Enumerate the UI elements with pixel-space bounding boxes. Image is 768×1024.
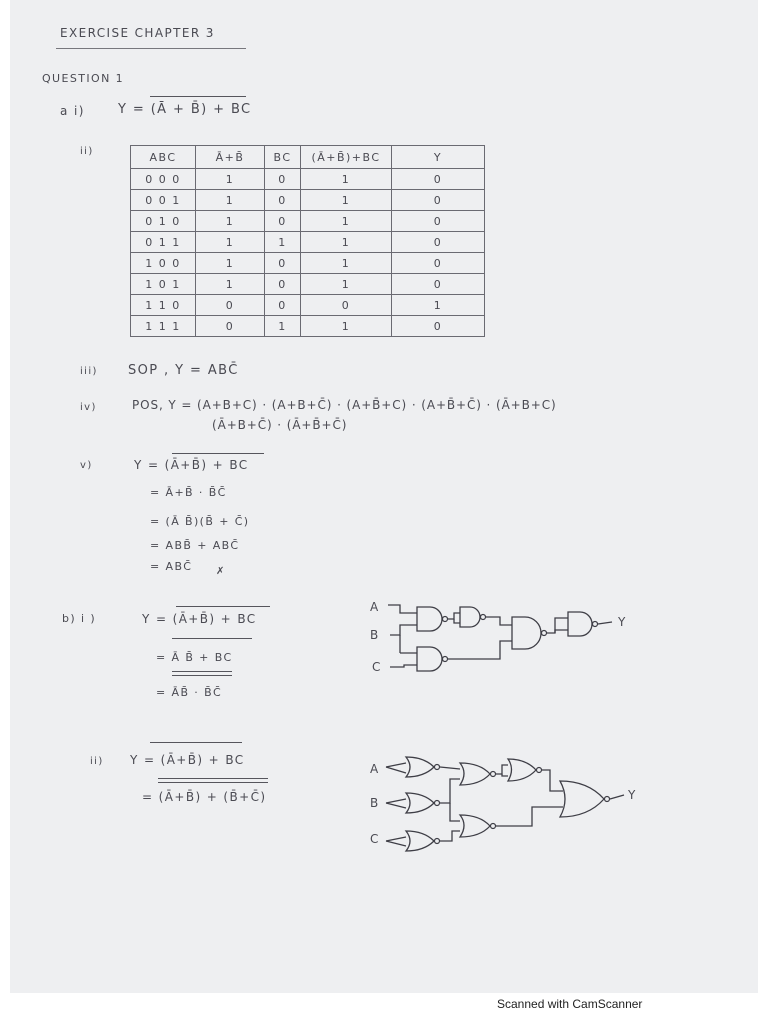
cell: 0 [392, 253, 485, 274]
cell: 1 [196, 169, 265, 190]
cell: 0 [392, 232, 485, 253]
cell: 1 [265, 316, 301, 337]
input-c-label: C [372, 660, 381, 674]
table-row [131, 253, 485, 274]
cell: 1 0 1 [131, 274, 196, 295]
cell: 1 [265, 232, 301, 253]
header-y: Y [392, 146, 485, 169]
part-b-ii-label: ii) [90, 756, 104, 767]
table-row [131, 295, 485, 316]
question-heading: QUESTION 1 [42, 72, 124, 85]
nor-gate-2 [406, 793, 440, 813]
nor-gate-4 [460, 763, 496, 785]
page-title: EXERCISE CHAPTER 3 [60, 26, 215, 40]
part-a-iv-expression-1: POS, Y = (A+B+C) · (A+B+C̄) · (A+B̄+C) · (A+B̄+C̄) · (Ā+B+C) [132, 398, 557, 412]
part-a-iv-label: iv) [80, 402, 97, 413]
cell: 0 [392, 316, 485, 337]
cell: 0 [392, 274, 485, 295]
part-a-v-step-4: = ABB̄ + ABC̄ [150, 539, 240, 552]
part-b-i-label: b) i ) [62, 612, 97, 625]
cell: 0 1 1 [131, 232, 196, 253]
cell: 1 [301, 274, 392, 295]
nor-gate-5 [508, 759, 542, 781]
cell: 0 [265, 253, 301, 274]
input-b-label-2: B [370, 796, 379, 810]
nand-gate-2 [460, 607, 486, 627]
nor-gate-7 [560, 781, 610, 817]
part-a-v-label: v) [80, 460, 93, 471]
nand-gate-4 [512, 617, 547, 649]
header-abc: ABC [131, 146, 196, 169]
part-a-v-step-2: = Ā+B̄ · B̄C̄ [150, 486, 227, 499]
title-underline [56, 48, 246, 49]
table-row [131, 232, 485, 253]
part-b-ii-step-2: = (Ā+B̄) + (B̄+C̄) [142, 790, 267, 804]
part-b-i-step-3: = ĀB̄ · B̄C̄ [156, 686, 223, 699]
cell: 1 [196, 253, 265, 274]
cell: 1 [196, 232, 265, 253]
cell: 0 [196, 316, 265, 337]
cell: 0 0 1 [131, 190, 196, 211]
part-b-i-step-1: Y = (Ā+B̄) + BC [142, 612, 257, 626]
cell: 0 0 0 [131, 169, 196, 190]
nand-circuit-diagram [360, 595, 660, 685]
cell: 1 [301, 253, 392, 274]
part-b-ii-step-1: Y = (Ā+B̄) + BC [130, 753, 245, 767]
output-y-label-2: Y [628, 788, 636, 802]
header-bc: BC [265, 146, 301, 169]
header-expression: (Ā+B̄)+BC [301, 146, 392, 169]
input-a-label-2: A [370, 762, 379, 776]
part-a-v-mark: ✗ [216, 566, 226, 577]
table-row [131, 274, 485, 295]
nor-gate-3 [406, 831, 440, 851]
part-a-iii-label: iii) [80, 366, 98, 377]
table-row [131, 190, 485, 211]
cell: 1 [301, 232, 392, 253]
cell: 0 [196, 295, 265, 316]
nor-gate-1 [406, 757, 440, 777]
table-row [131, 169, 485, 190]
truth-table-header [131, 146, 485, 169]
cell: 0 [301, 295, 392, 316]
cell: 0 [265, 211, 301, 232]
cell: 1 [196, 190, 265, 211]
part-a-v-step-1: Y = (Ā+B̄) + BC [134, 458, 249, 472]
part-a-v-step-3: = (Ā B̄)(B̄ + C̄) [150, 515, 250, 528]
cell: 1 [196, 274, 265, 295]
nand-gate-5 [568, 612, 598, 636]
cell: 1 [392, 295, 485, 316]
scanner-watermark: Scanned with CamScanner [497, 997, 643, 1011]
cell: 1 1 0 [131, 295, 196, 316]
cell: 0 [392, 169, 485, 190]
input-a-label: A [370, 600, 379, 614]
table-row [131, 211, 485, 232]
nand-gate-1 [417, 607, 448, 631]
table-row [131, 316, 485, 337]
cell: 1 [301, 190, 392, 211]
part-a-iv-expression-2: (Ā+B+C̄) · (Ā+B̄+C̄) [212, 418, 348, 432]
input-c-label-2: C [370, 832, 379, 846]
cell: 1 0 0 [131, 253, 196, 274]
cell: 1 1 1 [131, 316, 196, 337]
output-y-label: Y [618, 615, 626, 629]
part-a-i-label: a i) [60, 104, 85, 118]
nor-gate-6 [460, 815, 496, 837]
cell: 0 1 0 [131, 211, 196, 232]
part-a-v-step-5: = ABC̄ [150, 560, 193, 573]
part-a-i-expression: Y = (Ā + B̄) + BC [118, 102, 252, 117]
cell: 0 [265, 274, 301, 295]
cell: 0 [265, 190, 301, 211]
truth-table [130, 145, 485, 337]
input-b-label: B [370, 628, 379, 642]
cell: 1 [301, 211, 392, 232]
cell: 1 [301, 316, 392, 337]
cell: 1 [196, 211, 265, 232]
cell: 0 [392, 190, 485, 211]
part-a-ii-label: ii) [80, 146, 94, 157]
cell: 0 [392, 211, 485, 232]
cell: 1 [301, 169, 392, 190]
nand-gate-3 [417, 647, 448, 671]
cell: 0 [265, 169, 301, 190]
nor-circuit-diagram [360, 745, 660, 855]
part-a-iii-expression: SOP , Y = ABC̄ [128, 363, 239, 378]
header-a-or-b: Ā+B̄ [196, 146, 265, 169]
cell: 0 [265, 295, 301, 316]
part-b-i-step-2: = Ā B̄ + BC [156, 651, 233, 664]
